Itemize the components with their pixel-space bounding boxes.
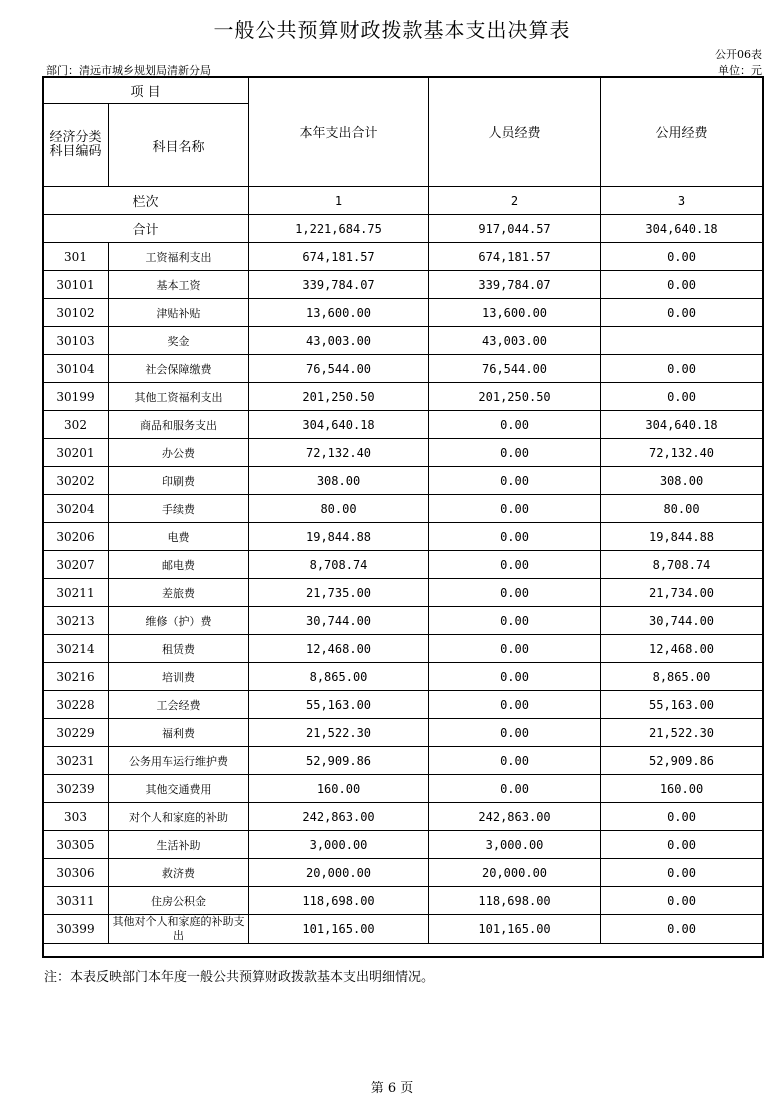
row-total: 52,909.86 xyxy=(249,747,429,775)
name-header: 科目名称 xyxy=(109,104,249,187)
table-row xyxy=(43,439,763,467)
row-personnel: 339,784.07 xyxy=(429,271,601,299)
row-personnel: 0.00 xyxy=(429,747,601,775)
row-code: 30204 xyxy=(43,495,109,523)
row-total: 43,003.00 xyxy=(249,327,429,355)
row-code: 30104 xyxy=(43,355,109,383)
row-total: 30,744.00 xyxy=(249,607,429,635)
col-number-1: 1 xyxy=(249,187,429,215)
table-row xyxy=(43,607,763,635)
table-row xyxy=(43,859,763,887)
expenditure-table xyxy=(42,76,763,944)
row-public xyxy=(601,327,763,355)
total-col1: 1,221,684.75 xyxy=(249,215,429,243)
row-name: 培训费 xyxy=(109,663,249,691)
table-row xyxy=(43,915,763,944)
table-row xyxy=(43,411,763,439)
row-code: 30199 xyxy=(43,383,109,411)
row-code: 30229 xyxy=(43,719,109,747)
total-col2: 917,044.57 xyxy=(429,215,601,243)
row-code: 30201 xyxy=(43,439,109,467)
row-code: 30228 xyxy=(43,691,109,719)
lanci-label: 栏次 xyxy=(43,187,249,215)
table-row xyxy=(43,803,763,831)
row-code: 30207 xyxy=(43,551,109,579)
table-row xyxy=(43,831,763,859)
row-name: 手续费 xyxy=(109,495,249,523)
total-label: 合计 xyxy=(43,215,249,243)
row-personnel: 0.00 xyxy=(429,551,601,579)
row-total: 12,468.00 xyxy=(249,635,429,663)
col-public-header: 公用经费 xyxy=(601,77,763,187)
row-name: 津贴补贴 xyxy=(109,299,249,327)
unit-label: 单位：元 xyxy=(718,64,762,77)
row-name: 生活补助 xyxy=(109,831,249,859)
row-personnel: 674,181.57 xyxy=(429,243,601,271)
row-public: 19,844.88 xyxy=(601,523,763,551)
row-name: 对个人和家庭的补助 xyxy=(109,803,249,831)
row-personnel: 0.00 xyxy=(429,775,601,803)
form-number: 公开06表 xyxy=(715,48,762,61)
table-row xyxy=(43,635,763,663)
row-public: 160.00 xyxy=(601,775,763,803)
row-name: 工会经费 xyxy=(109,691,249,719)
row-code: 30214 xyxy=(43,635,109,663)
row-personnel: 0.00 xyxy=(429,467,601,495)
table-row xyxy=(43,747,763,775)
row-public: 0.00 xyxy=(601,299,763,327)
row-name: 维修（护）费 xyxy=(109,607,249,635)
row-personnel: 0.00 xyxy=(429,411,601,439)
row-name: 福利费 xyxy=(109,719,249,747)
footnote: 注：本表反映部门本年度一般公共预算财政拨款基本支出明细情况。 xyxy=(44,970,435,985)
row-name: 租赁费 xyxy=(109,635,249,663)
row-total: 3,000.00 xyxy=(249,831,429,859)
row-code: 30202 xyxy=(43,467,109,495)
row-total: 160.00 xyxy=(249,775,429,803)
table-row xyxy=(43,299,763,327)
row-total: 201,250.50 xyxy=(249,383,429,411)
row-public: 72,132.40 xyxy=(601,439,763,467)
row-public: 8,708.74 xyxy=(601,551,763,579)
item-header: 项 目 xyxy=(43,77,249,104)
table-row xyxy=(43,579,763,607)
department-label: 部门：清远市城乡规划局清新分局 xyxy=(46,64,211,77)
table-row xyxy=(43,719,763,747)
row-name: 社会保障缴费 xyxy=(109,355,249,383)
row-code: 30101 xyxy=(43,271,109,299)
row-public: 304,640.18 xyxy=(601,411,763,439)
row-public: 308.00 xyxy=(601,467,763,495)
row-personnel: 101,165.00 xyxy=(429,915,601,944)
row-personnel: 0.00 xyxy=(429,691,601,719)
row-public: 0.00 xyxy=(601,887,763,915)
row-name: 基本工资 xyxy=(109,271,249,299)
row-total: 101,165.00 xyxy=(249,915,429,944)
table-row xyxy=(43,467,763,495)
row-public: 0.00 xyxy=(601,859,763,887)
row-public: 30,744.00 xyxy=(601,607,763,635)
row-public: 0.00 xyxy=(601,383,763,411)
row-total: 72,132.40 xyxy=(249,439,429,467)
row-name: 印刷费 xyxy=(109,467,249,495)
row-code: 30206 xyxy=(43,523,109,551)
row-code: 302 xyxy=(43,411,109,439)
row-total: 674,181.57 xyxy=(249,243,429,271)
col-number-3: 3 xyxy=(601,187,763,215)
row-name: 其他对个人和家庭的补助支出 xyxy=(109,915,249,944)
table-row xyxy=(43,663,763,691)
col-personnel-header: 人员经费 xyxy=(429,77,601,187)
row-total: 304,640.18 xyxy=(249,411,429,439)
row-public: 52,909.86 xyxy=(601,747,763,775)
row-total: 21,735.00 xyxy=(249,579,429,607)
row-public: 0.00 xyxy=(601,831,763,859)
row-code: 30311 xyxy=(43,887,109,915)
row-personnel: 43,003.00 xyxy=(429,327,601,355)
row-code: 30306 xyxy=(43,859,109,887)
row-public: 80.00 xyxy=(601,495,763,523)
row-public: 0.00 xyxy=(601,803,763,831)
row-total: 55,163.00 xyxy=(249,691,429,719)
page-title: 一般公共预算财政拨款基本支出决算表 xyxy=(213,18,571,42)
table-row xyxy=(43,887,763,915)
row-personnel: 3,000.00 xyxy=(429,831,601,859)
row-code: 30399 xyxy=(43,915,109,944)
total-col3: 304,640.18 xyxy=(601,215,763,243)
table-row xyxy=(43,271,763,299)
row-personnel: 0.00 xyxy=(429,579,601,607)
row-personnel: 0.00 xyxy=(429,607,601,635)
row-total: 8,708.74 xyxy=(249,551,429,579)
row-code: 30305 xyxy=(43,831,109,859)
table-row xyxy=(43,355,763,383)
row-code: 301 xyxy=(43,243,109,271)
table-row xyxy=(43,327,763,355)
row-code: 30216 xyxy=(43,663,109,691)
row-total: 80.00 xyxy=(249,495,429,523)
row-personnel: 118,698.00 xyxy=(429,887,601,915)
row-total: 308.00 xyxy=(249,467,429,495)
row-personnel: 20,000.00 xyxy=(429,859,601,887)
row-name: 住房公积金 xyxy=(109,887,249,915)
row-public: 8,865.00 xyxy=(601,663,763,691)
row-code: 30213 xyxy=(43,607,109,635)
row-name: 工资福利支出 xyxy=(109,243,249,271)
row-personnel: 0.00 xyxy=(429,495,601,523)
row-name: 电费 xyxy=(109,523,249,551)
row-name: 公务用车运行维护费 xyxy=(109,747,249,775)
col-number-2: 2 xyxy=(429,187,601,215)
row-personnel: 0.00 xyxy=(429,719,601,747)
row-total: 8,865.00 xyxy=(249,663,429,691)
table-row xyxy=(43,383,763,411)
table-row xyxy=(43,243,763,271)
row-public: 21,522.30 xyxy=(601,719,763,747)
row-name: 其他工资福利支出 xyxy=(109,383,249,411)
row-public: 0.00 xyxy=(601,355,763,383)
row-personnel: 13,600.00 xyxy=(429,299,601,327)
table-row xyxy=(43,495,763,523)
row-personnel: 201,250.50 xyxy=(429,383,601,411)
row-total: 19,844.88 xyxy=(249,523,429,551)
row-total: 339,784.07 xyxy=(249,271,429,299)
table-row xyxy=(43,523,763,551)
page-number: 第 6 页 xyxy=(370,1081,414,1096)
row-personnel: 0.00 xyxy=(429,523,601,551)
col-total-header: 本年支出合计 xyxy=(249,77,429,187)
row-personnel: 0.00 xyxy=(429,635,601,663)
row-total: 21,522.30 xyxy=(249,719,429,747)
row-public: 12,468.00 xyxy=(601,635,763,663)
row-total: 242,863.00 xyxy=(249,803,429,831)
row-personnel: 242,863.00 xyxy=(429,803,601,831)
row-personnel: 0.00 xyxy=(429,663,601,691)
row-name: 救济费 xyxy=(109,859,249,887)
row-total: 20,000.00 xyxy=(249,859,429,887)
code-header: 经济分类科目编码 xyxy=(43,104,109,187)
row-code: 30231 xyxy=(43,747,109,775)
row-name: 邮电费 xyxy=(109,551,249,579)
row-name: 奖金 xyxy=(109,327,249,355)
row-total: 13,600.00 xyxy=(249,299,429,327)
row-personnel: 0.00 xyxy=(429,439,601,467)
row-name: 办公费 xyxy=(109,439,249,467)
row-public: 21,734.00 xyxy=(601,579,763,607)
row-name: 差旅费 xyxy=(109,579,249,607)
row-public: 0.00 xyxy=(601,271,763,299)
row-code: 303 xyxy=(43,803,109,831)
table-row xyxy=(43,551,763,579)
table-row xyxy=(43,691,763,719)
table-row xyxy=(43,775,763,803)
row-total: 118,698.00 xyxy=(249,887,429,915)
row-code: 30239 xyxy=(43,775,109,803)
row-code: 30103 xyxy=(43,327,109,355)
row-personnel: 76,544.00 xyxy=(429,355,601,383)
row-name: 商品和服务支出 xyxy=(109,411,249,439)
row-public: 0.00 xyxy=(601,243,763,271)
row-public: 55,163.00 xyxy=(601,691,763,719)
row-code: 30211 xyxy=(43,579,109,607)
row-public: 0.00 xyxy=(601,915,763,944)
row-total: 76,544.00 xyxy=(249,355,429,383)
row-name: 其他交通费用 xyxy=(109,775,249,803)
row-code: 30102 xyxy=(43,299,109,327)
